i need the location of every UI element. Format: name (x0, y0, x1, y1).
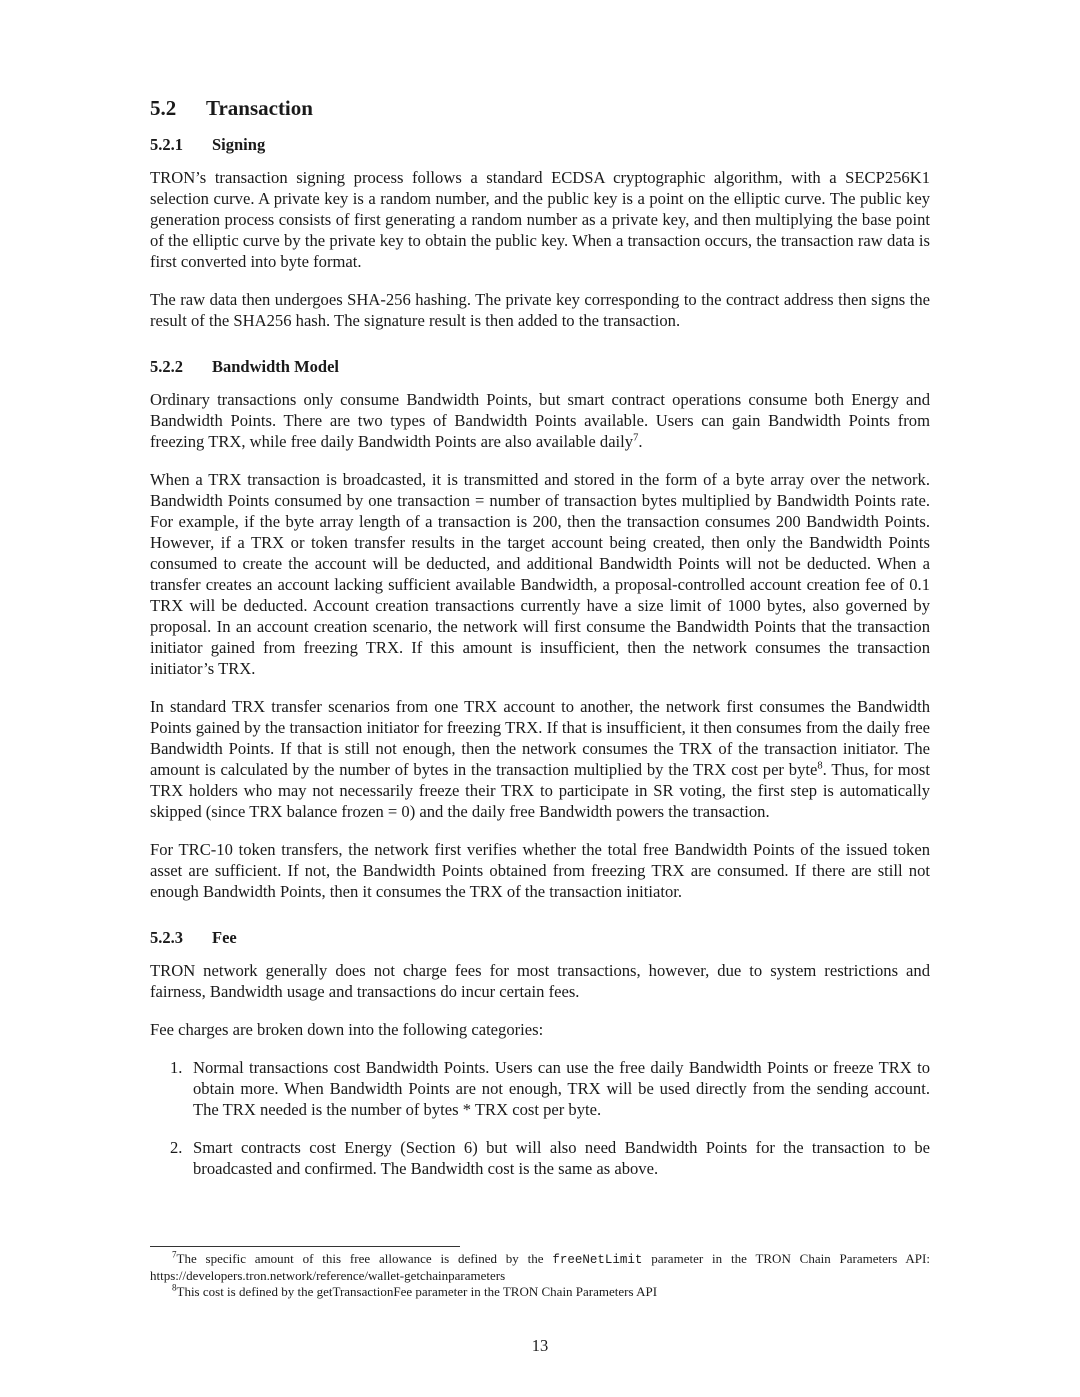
paragraph: For TRC-10 token transfers, the network first verifies whether the total free Bandwidth Points of the issued token asset are sufficient. If not, the Bandwidth Points obtained from freezing TRX are consumed. If there are still not enough Bandwidth Points, then it consumes the TRX of the transaction initiator. (150, 840, 930, 901)
page-number: 13 (531, 1336, 549, 1355)
footnote-rule (150, 1246, 460, 1247)
paragraph: TRON’s transaction signing process follows a standard ECDSA cryptographic algorithm, with a SECP256K1 selection curve. A private key is a random number, and the public key is a point on the elliptic curve. The public key generation process consists of first generating a random number as a private key, and then multiplying the base point of the elliptic curve by the private key to obtain the public key. When a transaction occurs, the transaction raw data is first converted into byte format. (150, 168, 930, 271)
paragraph: When a TRX transaction is broadcasted, it is transmitted and stored in the form of a byte array over the network. Bandwidth Points consumed by one transaction = number of transaction bytes multiplied by Bandwidth Points rate. For example, if the byte array length of a transaction is 200, then the transaction consumes 200 Bandwidth Points. However, if a TRX or token transfer results in the target account being created, then only the Bandwidth Points consumed to create the account will be deducted, and additional Bandwidth Points will not be deducted. When a transfer creates an account lacking sufficient available Bandwidth, a proposal-controlled account creation fee of 0.1 TRX will be deducted. Account creation transactions currently have a size limit of 1000 bytes, also governed by proposal. In an account creation scenario, the network will first consume the Bandwidth Points that the transaction initiator gained from freezing TRX. If this amount is insufficient, then the network consumes the transaction initiator’s TRX. (150, 470, 930, 678)
fee-list (150, 1057, 930, 1179)
paragraph: The raw data then undergoes SHA-256 hashing. The private key corresponding to the contract address then signs the result of the SHA256 hash. The signature result is then added to the transaction. (150, 290, 930, 330)
footnote-8: $^8$This cost is defined by the getTransactionFee parameter in the TRON Chain Parameters API (172, 1282, 658, 1299)
subsection-heading-signing: 5.2.1 Signing (150, 135, 266, 154)
list-item: 1. Normal transactions cost Bandwidth Points. Users can use the free daily Bandwidth Points or freeze TRX to obtain more. When Bandwidth Points are not enough, TRX will be used directly from the sending account. The TRX needed is the number of bytes * TRX cost per byte. (170, 1058, 930, 1119)
footnote-7: $^7$The specific amount of this free allowance is defined by the freeNetLimit parameter in the TRON Chain Parameters API: https://developers.tron.network/reference/wallet-getchainparameters (150, 1249, 930, 1283)
paragraph: TRON network generally does not charge fees for most transactions, however, due to system restrictions and fairness, Bandwidth usage and transactions do incur certain fees. (150, 961, 930, 1001)
subsection-heading-bandwidth: 5.2.2 Bandwidth Model (150, 357, 339, 376)
paragraph: Ordinary transactions only consume Bandwidth Points, but smart contract operations consume both Energy and Bandwidth Points. There are two types of Bandwidth Points available. Users can gain Bandwidth Points from freezing TRX, while free daily Bandwidth Points are also available daily$^7$. (150, 390, 930, 451)
footnote-ref: 7 (633, 432, 639, 444)
footnotes (150, 1246, 930, 1300)
paragraph: In standard TRX transfer scenarios from one TRX account to another, the network first consumes the Bandwidth Points gained by the transaction initiator for freezing TRX. If that is insufficient, it then consumes from the daily free Bandwidth Points. If that is still not enough, then the network consumes the TRX of the transaction initiator. The amount is calculated by the number of bytes in the transaction multiplied by the TRX cost per byte$^8$. Thus, for most TRX holders who may not necessarily freeze their TRX to participate in SR voting, the first step is automatically skipped (since TRX balance frozen = 0) and the daily free Bandwidth powers the transaction. (150, 697, 930, 821)
page-body (150, 96, 930, 1196)
section-heading: 5.2 Transaction (150, 96, 313, 120)
footnote-ref: 8 (817, 760, 823, 772)
paragraph: Fee charges are broken down into the following categories: (150, 1020, 544, 1039)
list-item: 2. Smart contracts cost Energy (Section 6) but will also need Bandwidth Points for the transaction to be broadcasted and confirmed. The Bandwidth cost is the same as above. (170, 1138, 930, 1178)
subsection-heading-fee: 5.2.3 Fee (150, 928, 237, 947)
